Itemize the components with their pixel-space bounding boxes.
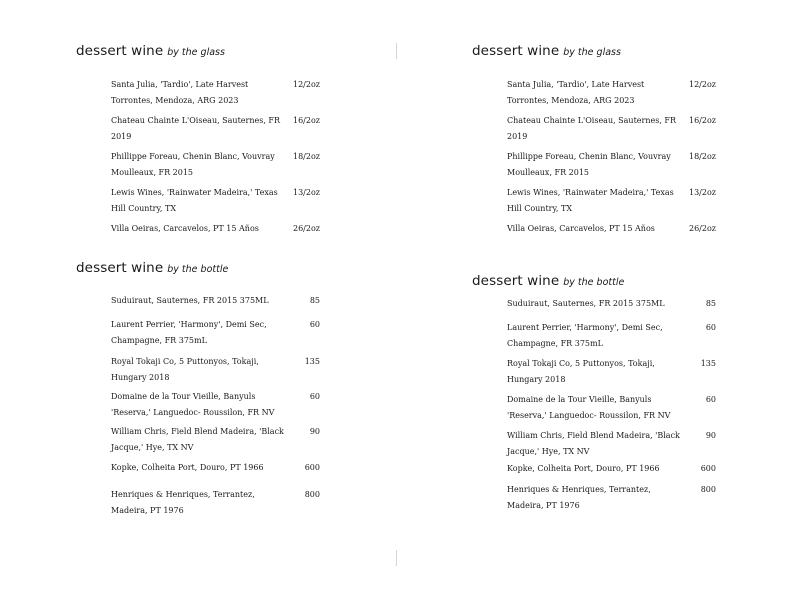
section-subtitle: by the bottle [563, 277, 625, 288]
wine-price: 135 [700, 359, 716, 368]
wine-name: Suduiraut, Sauternes, FR 2015 375ML [111, 296, 269, 305]
wine-price: 18/2oz [689, 152, 716, 161]
wine-name: Laurent Perrier, 'Harmony', Demi Sec, Champagne, FR 375mL [507, 323, 663, 348]
wine-name: Kopke, Colheita Port, Douro, PT 1966 [111, 463, 264, 472]
wine-price: 13/2oz [689, 188, 716, 197]
wine-price: 60 [705, 323, 716, 332]
wine-price: 26/2oz [689, 224, 716, 233]
wine-name: Suduiraut, Sauternes, FR 2015 375ML [507, 299, 665, 308]
section-subtitle: by the glass [167, 47, 225, 58]
wine-name: Kopke, Colheita Port, Douro, PT 1966 [507, 464, 660, 473]
wine-price: 12/2oz [689, 80, 716, 89]
wine-price: 16/2oz [293, 116, 320, 125]
section-subtitle: by the bottle [167, 264, 229, 275]
wine-name: Henriques & Henriques, Terrantez, Madeira, PT 1976 [507, 485, 651, 510]
wine-name: Chateau Chainte L'Oiseau, Sauternes, FR 2019 [111, 116, 281, 141]
wine-name: Phillippe Foreau, Chenin Blanc, Vouvray Moulleaux, FR 2015 [111, 152, 275, 177]
wine-price: 90 [309, 427, 320, 436]
menu-page-right [396, 0, 792, 612]
wine-name: Santa Julia, 'Tardio', Late Harvest Torrontes, Mendoza, ARG 2023 [507, 80, 645, 105]
wine-name: Henriques & Henriques, Terrantez, Madeira, PT 1976 [111, 490, 255, 515]
wine-price: 12/2oz [293, 80, 320, 89]
wine-price: 135 [304, 357, 320, 366]
wine-name: Villa Oeiras, Carcavelos, PT 15 Años [507, 224, 655, 233]
wine-price: 90 [705, 431, 716, 440]
glass-section-heading [76, 42, 225, 61]
wine-price: 60 [309, 392, 320, 401]
wine-name: Royal Tokaji Co, 5 Puttonyos, Tokaji, Hungary 2018 [507, 359, 655, 384]
wine-price: 60 [309, 320, 320, 329]
wine-price: 85 [309, 296, 320, 305]
wine-name: Domaine de la Tour Vieille, Banyuls 'Reserva,' Languedoc- Roussilon, FR NV [507, 395, 671, 420]
bottle-section-heading [472, 272, 624, 291]
wine-price: 26/2oz [293, 224, 320, 233]
wine-price: 600 [700, 464, 716, 473]
section-title: dessert wine [76, 43, 164, 59]
wine-name: Laurent Perrier, 'Harmony', Demi Sec, Champagne, FR 375mL [111, 320, 267, 345]
wine-name: Santa Julia, 'Tardio', Late Harvest Torrontes, Mendoza, ARG 2023 [111, 80, 249, 105]
wine-name: Lewis Wines, 'Rainwater Madeira,' Texas Hill Country, TX [507, 188, 674, 213]
section-title: dessert wine [472, 43, 560, 59]
section-title: dessert wine [76, 260, 164, 276]
wine-price: 16/2oz [689, 116, 716, 125]
wine-price: 18/2oz [293, 152, 320, 161]
wine-price: 85 [705, 299, 716, 308]
wine-name: William Chris, Field Blend Madeira, 'Black Jacque,' Hye, TX NV [111, 427, 284, 452]
wine-price: 60 [705, 395, 716, 404]
wine-name: Chateau Chainte L'Oiseau, Sauternes, FR 2019 [507, 116, 677, 141]
wine-name: Lewis Wines, 'Rainwater Madeira,' Texas Hill Country, TX [111, 188, 278, 213]
wine-name: Royal Tokaji Co, 5 Puttonyos, Tokaji, Hungary 2018 [111, 357, 259, 382]
wine-name: Domaine de la Tour Vieille, Banyuls 'Reserva,' Languedoc- Roussilon, FR NV [111, 392, 275, 417]
wine-name: Villa Oeiras, Carcavelos, PT 15 Años [111, 224, 259, 233]
section-subtitle: by the glass [563, 47, 621, 58]
wine-price: 800 [304, 490, 320, 499]
glass-section-heading [472, 42, 621, 61]
wine-name: Phillippe Foreau, Chenin Blanc, Vouvray Moulleaux, FR 2015 [507, 152, 671, 177]
bottle-section-heading [76, 259, 228, 278]
wine-price: 600 [304, 463, 320, 472]
wine-price: 13/2oz [293, 188, 320, 197]
wine-price: 800 [700, 485, 716, 494]
wine-name: William Chris, Field Blend Madeira, 'Black Jacque,' Hye, TX NV [507, 431, 680, 456]
section-title: dessert wine [472, 273, 560, 289]
